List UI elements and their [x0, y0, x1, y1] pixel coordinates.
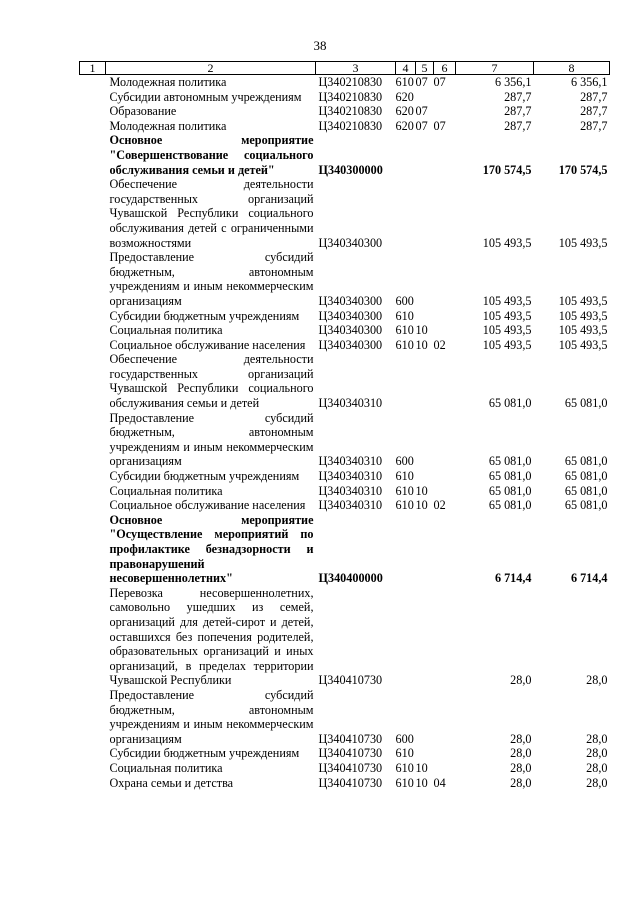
row-value-7: 28,0	[510, 775, 532, 790]
row-code: Ц340410730	[318, 760, 383, 775]
table-row	[80, 469, 610, 484]
blank-cell	[80, 133, 106, 177]
header-col-1: 1	[80, 62, 106, 75]
row-value-8: 287,7	[580, 118, 608, 133]
blank-cell	[80, 776, 106, 791]
row-col-6	[434, 309, 456, 324]
row-col-4: 620	[395, 118, 414, 133]
row-col-5	[416, 250, 434, 308]
row-col-5: 10	[415, 498, 428, 513]
row-value-8: 65 081,0	[564, 454, 608, 469]
row-name: Социальная политика	[109, 323, 223, 338]
table-row	[80, 133, 610, 177]
table-row	[80, 498, 610, 513]
table-row	[80, 338, 610, 353]
row-col-4: 610	[395, 775, 414, 790]
row-value-7: 105 493,5	[482, 293, 532, 308]
row-col-6	[434, 484, 456, 499]
row-value-8: 28,0	[586, 731, 608, 746]
row-col-6	[434, 411, 456, 469]
row-code: Ц340400000	[318, 571, 383, 586]
row-col-5: 10	[415, 760, 428, 775]
row-value-7: 105 493,5	[482, 337, 532, 352]
row-value-8: 105 493,5	[558, 337, 608, 352]
table-body	[80, 75, 610, 791]
row-col-6	[434, 688, 456, 746]
row-col-5	[416, 586, 434, 688]
blank-cell	[80, 411, 106, 469]
row-col-5	[416, 133, 434, 177]
row-value-8: 105 493,5	[558, 323, 608, 338]
row-value-7: 65 081,0	[488, 396, 532, 411]
row-col-5: 07	[415, 118, 428, 133]
blank-cell	[80, 746, 106, 761]
row-code: Ц340340300	[318, 337, 383, 352]
blank-cell	[80, 484, 106, 499]
row-col-4: 610	[395, 75, 414, 89]
header-col-7: 7	[456, 62, 534, 75]
row-value-8: 65 081,0	[564, 483, 608, 498]
row-col-4: 600	[395, 731, 414, 746]
row-code: Ц340410730	[318, 775, 383, 790]
row-value-7: 287,7	[504, 104, 532, 119]
row-value-8: 287,7	[580, 104, 608, 119]
row-name: Охрана семьи и детства	[109, 775, 234, 790]
row-value-7: 65 081,0	[488, 498, 532, 513]
row-code: Ц340340310	[318, 469, 383, 484]
row-name: Предоставление субсидий бюджетным, автономным учреждениям и иным некоммерческим организациям	[109, 250, 314, 308]
row-value-8: 28,0	[586, 760, 608, 775]
row-col-5	[416, 309, 434, 324]
row-value-7: 105 493,5	[482, 235, 532, 250]
row-name: Молодежная политика	[109, 118, 227, 133]
row-value-7: 170 574,5	[482, 162, 532, 177]
header-row	[80, 62, 610, 75]
row-name: Обеспечение деятельности государственных организаций Чувашской Республики социального обслуживания семьи и детей	[109, 352, 314, 411]
row-value-7: 6 356,1	[494, 75, 532, 89]
row-name: Субсидии бюджетным учреждениям	[109, 308, 300, 323]
row-code: Ц340210830	[318, 104, 383, 119]
table-row	[80, 75, 610, 90]
row-value-7: 287,7	[504, 118, 532, 133]
row-name: Обеспечение деятельности государственных организаций Чувашской Республики социального обслуживания детей с ограниченными возможностями	[109, 177, 314, 250]
row-code: Ц340410730	[318, 746, 383, 761]
row-col-4	[396, 177, 416, 250]
row-col-5	[416, 411, 434, 469]
row-col-6	[434, 513, 456, 586]
blank-cell	[80, 352, 106, 410]
row-col-4: 600	[395, 454, 414, 469]
row-code: Ц340340300	[318, 235, 383, 250]
blank-cell	[80, 75, 106, 90]
row-col-4: 610	[395, 760, 414, 775]
row-value-8: 28,0	[586, 775, 608, 790]
row-col-4: 610	[395, 308, 414, 323]
row-col-4: 610	[395, 323, 414, 338]
row-col-6	[434, 323, 456, 338]
table-header	[80, 62, 610, 75]
row-col-4: 610	[395, 469, 414, 484]
row-value-8: 65 081,0	[564, 396, 608, 411]
budget-table	[79, 61, 610, 790]
row-col-5	[416, 177, 434, 250]
row-code: Ц340300000	[318, 162, 383, 177]
row-col-6	[434, 250, 456, 308]
row-col-5: 10	[415, 323, 428, 338]
row-value-8: 28,0	[586, 673, 608, 688]
table-row	[80, 484, 610, 499]
row-value-7: 65 081,0	[488, 469, 532, 484]
row-col-6	[434, 352, 456, 410]
row-col-4: 620	[395, 89, 414, 104]
row-col-6	[434, 469, 456, 484]
row-col-4: 610	[395, 483, 414, 498]
blank-cell	[80, 761, 106, 776]
blank-cell	[80, 309, 106, 324]
table-row	[80, 761, 610, 776]
row-col-6	[434, 761, 456, 776]
row-col-4	[396, 133, 416, 177]
row-col-6	[434, 177, 456, 250]
row-name: Социальная политика	[109, 483, 223, 498]
row-value-8: 6 356,1	[570, 75, 608, 89]
row-value-8: 105 493,5	[558, 308, 608, 323]
row-col-6: 07	[433, 75, 446, 89]
row-value-7: 65 081,0	[488, 454, 532, 469]
row-code: Ц340340310	[318, 498, 383, 513]
table-row	[80, 309, 610, 324]
row-value-8: 28,0	[586, 746, 608, 761]
header-col-8: 8	[534, 62, 610, 75]
row-name: Основное мероприятие "Совершенствование социального обслуживания семьи и детей"	[109, 133, 314, 177]
row-value-7: 28,0	[510, 731, 532, 746]
row-code: Ц340210830	[318, 118, 383, 133]
row-col-4: 600	[395, 293, 414, 308]
row-value-8: 65 081,0	[564, 469, 608, 484]
row-name: Перевозка несовершеннолетних, самовольно ушедших из семей, организаций для детей-сирот и детей, оставшихся без попечения родителей, образовательных организаций и иных организаций, в пределах территории Чувашской Республики	[109, 585, 314, 688]
row-value-7: 28,0	[510, 673, 532, 688]
row-code: Ц340410730	[318, 673, 383, 688]
blank-cell	[80, 177, 106, 250]
row-value-8: 6 714,4	[570, 571, 608, 586]
row-code: Ц340340300	[318, 293, 383, 308]
header-col-5: 5	[416, 62, 434, 75]
table-row	[80, 104, 610, 119]
row-name: Основное мероприятие "Осуществление мероприятий по профилактике безнадзорности и правонарушений несовершеннолетних"	[109, 512, 314, 586]
row-col-5: 07	[415, 75, 428, 89]
row-col-4: 620	[395, 104, 414, 119]
blank-cell	[80, 513, 106, 586]
row-code: Ц340340300	[318, 323, 383, 338]
row-value-7: 287,7	[504, 89, 532, 104]
row-name: Молодежная политика	[109, 75, 227, 89]
row-code: Ц340210830	[318, 89, 383, 104]
table-row	[80, 776, 610, 791]
row-col-5	[416, 513, 434, 586]
blank-cell	[80, 104, 106, 119]
row-code: Ц340340310	[318, 483, 383, 498]
row-value-7: 105 493,5	[482, 308, 532, 323]
row-col-5	[416, 352, 434, 410]
row-name: Социальное обслуживание населения	[109, 498, 306, 513]
row-code: Ц340340310	[318, 454, 383, 469]
header-col-6: 6	[434, 62, 456, 75]
row-name: Предоставление субсидий бюджетным, автономным учреждениям и иным некоммерческим организациям	[109, 410, 314, 469]
row-value-8: 65 081,0	[564, 498, 608, 513]
row-code: Ц340410730	[318, 731, 383, 746]
row-col-6: 02	[433, 498, 446, 513]
row-col-6	[434, 104, 456, 119]
table-row	[80, 513, 610, 586]
table-row	[80, 352, 610, 410]
row-value-7: 65 081,0	[488, 483, 532, 498]
table-row	[80, 90, 610, 105]
row-col-5	[416, 90, 434, 105]
row-value-8: 287,7	[580, 89, 608, 104]
blank-cell	[80, 338, 106, 353]
row-col-4	[396, 513, 416, 586]
row-col-5	[416, 688, 434, 746]
row-value-7: 6 714,4	[494, 571, 532, 586]
row-col-5: 07	[415, 104, 428, 119]
row-code: Ц340340300	[318, 308, 383, 323]
table-row	[80, 746, 610, 761]
row-name: Субсидии автономным учреждениям	[109, 89, 302, 104]
table-row	[80, 411, 610, 469]
row-value-7: 105 493,5	[482, 323, 532, 338]
row-code: Ц340340310	[318, 396, 383, 411]
row-col-4: 610	[395, 746, 414, 761]
blank-cell	[80, 90, 106, 105]
table-row	[80, 688, 610, 746]
row-value-8: 105 493,5	[558, 293, 608, 308]
row-col-6	[434, 90, 456, 105]
row-col-6	[434, 133, 456, 177]
row-name: Предоставление субсидий бюджетным, автономным учреждениям и иным некоммерческим организациям	[109, 687, 314, 746]
row-col-5: 10	[415, 483, 428, 498]
row-col-6	[434, 746, 456, 761]
table-row	[80, 250, 610, 308]
row-col-5	[416, 469, 434, 484]
row-value-7: 28,0	[510, 760, 532, 775]
table-row	[80, 586, 610, 688]
blank-cell	[80, 119, 106, 134]
blank-cell	[80, 250, 106, 308]
row-name: Социальная политика	[109, 760, 223, 775]
row-col-4	[396, 352, 416, 410]
header-col-4: 4	[396, 62, 416, 75]
blank-cell	[80, 469, 106, 484]
blank-cell	[80, 323, 106, 338]
row-col-6: 04	[433, 775, 446, 790]
table-row	[80, 323, 610, 338]
blank-cell	[80, 498, 106, 513]
row-name: Субсидии бюджетным учреждениям	[109, 469, 300, 484]
page-number: 38	[313, 38, 327, 53]
row-col-4	[396, 586, 416, 688]
blank-cell	[80, 688, 106, 746]
table-row	[80, 177, 610, 250]
blank-cell	[80, 586, 106, 688]
row-col-4: 610	[395, 337, 414, 352]
row-name: Субсидии бюджетным учреждениям	[109, 746, 300, 761]
header-col-2: 2	[106, 62, 316, 75]
row-col-6	[434, 586, 456, 688]
row-col-5: 10	[415, 337, 428, 352]
row-value-8: 170 574,5	[558, 162, 608, 177]
row-code: Ц340210830	[318, 75, 383, 89]
header-col-3: 3	[316, 62, 396, 75]
row-name: Социальное обслуживание населения	[109, 337, 306, 352]
table-row	[80, 119, 610, 134]
row-value-8: 105 493,5	[558, 235, 608, 250]
row-col-4: 610	[395, 498, 414, 513]
row-col-6: 02	[433, 337, 446, 352]
row-value-7: 28,0	[510, 746, 532, 761]
row-col-5	[416, 746, 434, 761]
row-col-6: 07	[433, 118, 446, 133]
row-col-5: 10	[415, 775, 428, 790]
row-name: Образование	[109, 104, 177, 119]
